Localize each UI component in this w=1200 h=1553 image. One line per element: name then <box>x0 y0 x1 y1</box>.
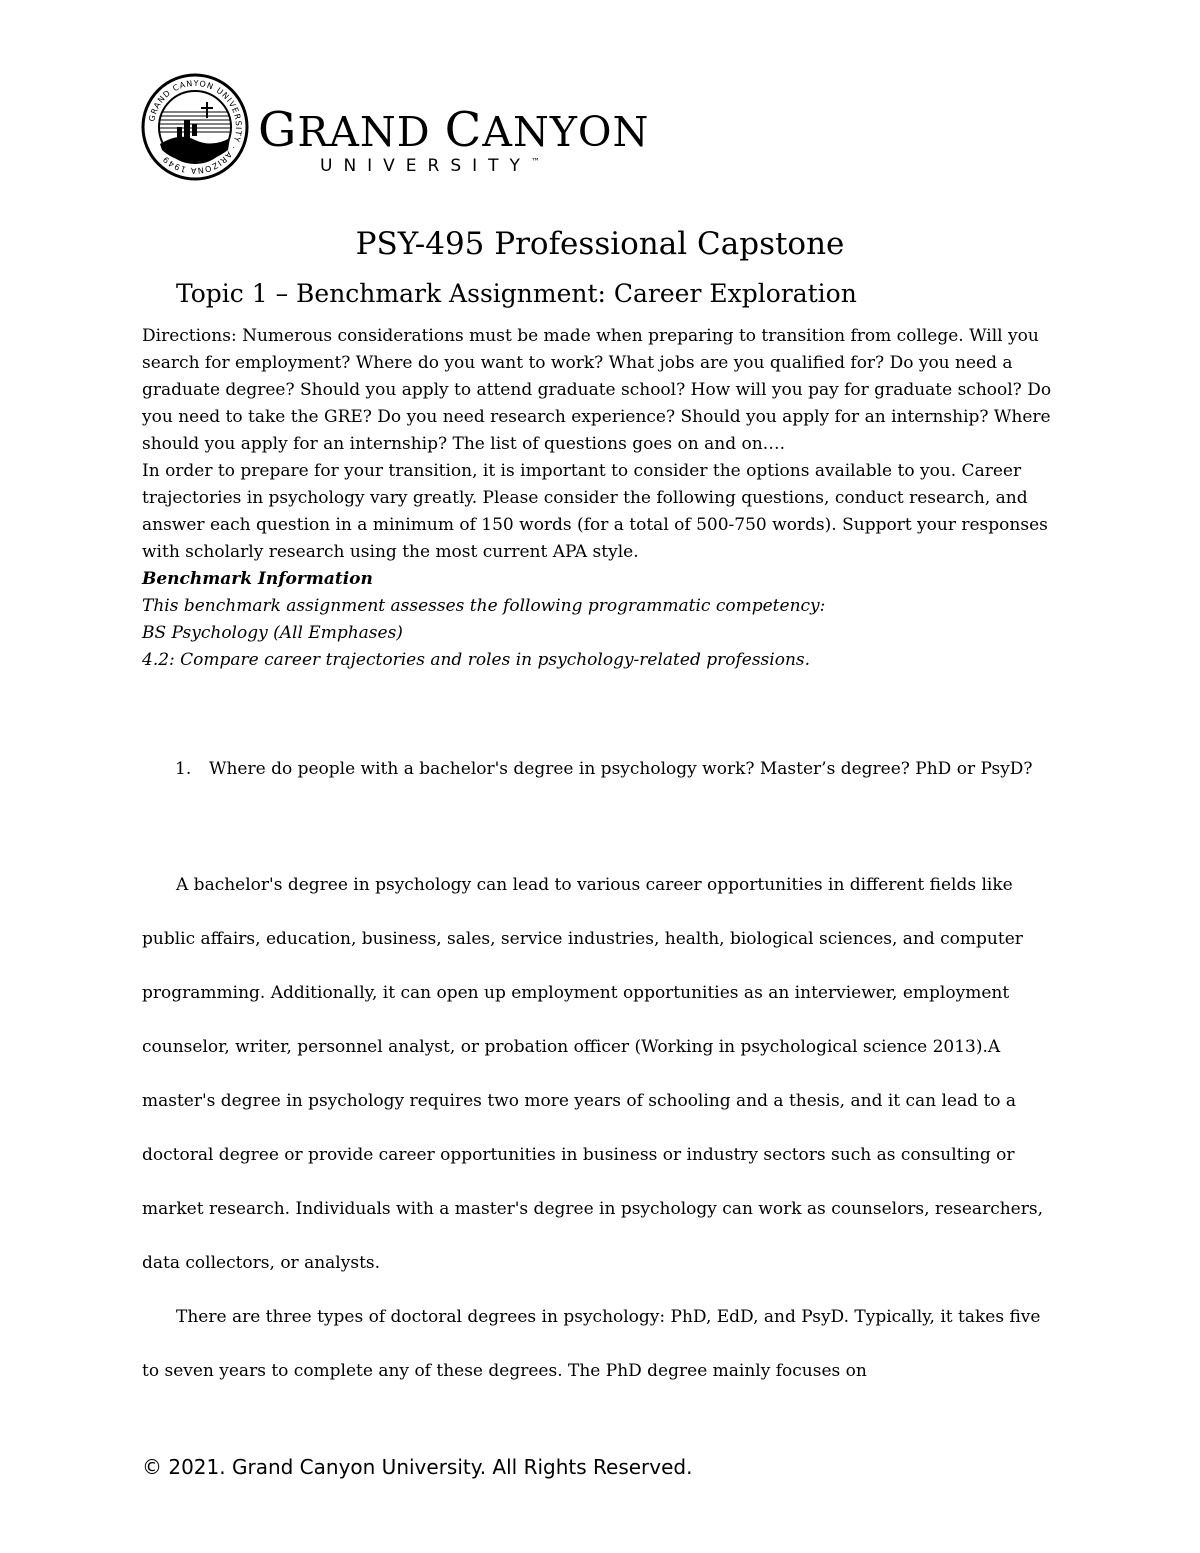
benchmark-line: This benchmark assignment assesses the following programmatic competency: <box>142 596 826 616</box>
university-logo <box>140 72 650 184</box>
university-seal-icon <box>140 72 250 182</box>
answer-paragraph: A bachelor's degree in psychology can lead to various career opportunities in different fields like public affairs, education, business, sales, service industries, health, biological sciences, and computer programming. Additionally, it can open up employment opportunities as an interviewer, employment counselor, writer, personnel analyst, or probation officer (Working in psychological science 2013).A master's degree in psychology requires two more years of schooling and a thesis, and it can lead to a doctoral degree or provide career opportunities in business or industry sectors such as consulting or market research. Individuals with a master's degree in psychology can work as counselors, researchers, data collectors, or analysts. <box>142 875 1043 1273</box>
benchmark-heading: Benchmark Information <box>142 569 373 589</box>
university-wordmark <box>258 102 650 186</box>
benchmark-line: BS Psychology (All Emphases) <box>142 623 403 643</box>
benchmark-line: 4.2: Compare career trajectories and roles in psychology-related professions. <box>142 650 811 670</box>
directions-paragraph: In order to prepare for your transition, it is important to consider the options available to you. Career trajectories in psychology vary greatly. Please consider the following questions, conduct research, and answer each question in a minimum of 150 words (for a total of 500-750 words). Support your responses with scholarly research using the most current APA style. <box>142 461 1048 562</box>
question-item <box>175 756 1065 783</box>
question-number: 1. <box>175 759 192 779</box>
directions-section <box>142 323 1072 674</box>
svg-text:GRAND CANYON UNIVERSITY · ARIZ: GRAND CANYON UNIVERSITY · ARIZONA 1949 <box>147 78 244 176</box>
university-name: GRAND CANYON <box>258 102 650 158</box>
document-title: PSY-495 Professional Capstone <box>355 226 845 262</box>
copyright-footer: © 2021. Grand Canyon University. All Rights Reserved. <box>142 1455 693 1479</box>
university-subtitle: UNIVERSITY™ <box>320 156 540 176</box>
document-subtitle: Topic 1 – Benchmark Assignment: Career Exploration <box>176 279 857 308</box>
question-text: Where do people with a bachelor's degree in psychology work? Master’s degree? PhD or PsyD? <box>209 759 1033 779</box>
answer-paragraph: There are three types of doctoral degrees in psychology: PhD, EdD, and PsyD. Typically, it takes five to seven years to complete any of these degrees. The PhD degree mainly focuses on <box>142 1307 1041 1381</box>
directions-paragraph: Directions: Numerous considerations must be made when preparing to transition from college. Will you search for employment? Where do you want to work? What jobs are you qualified for? Do you need a graduate degree? Should you apply to attend graduate school? How will you pay for graduate school? Do you need to take the GRE? Do you need research experience? Should you apply for an internship? Where should you apply for an internship? The list of questions goes on and on…. <box>142 326 1052 454</box>
answer-section <box>142 858 1052 1398</box>
